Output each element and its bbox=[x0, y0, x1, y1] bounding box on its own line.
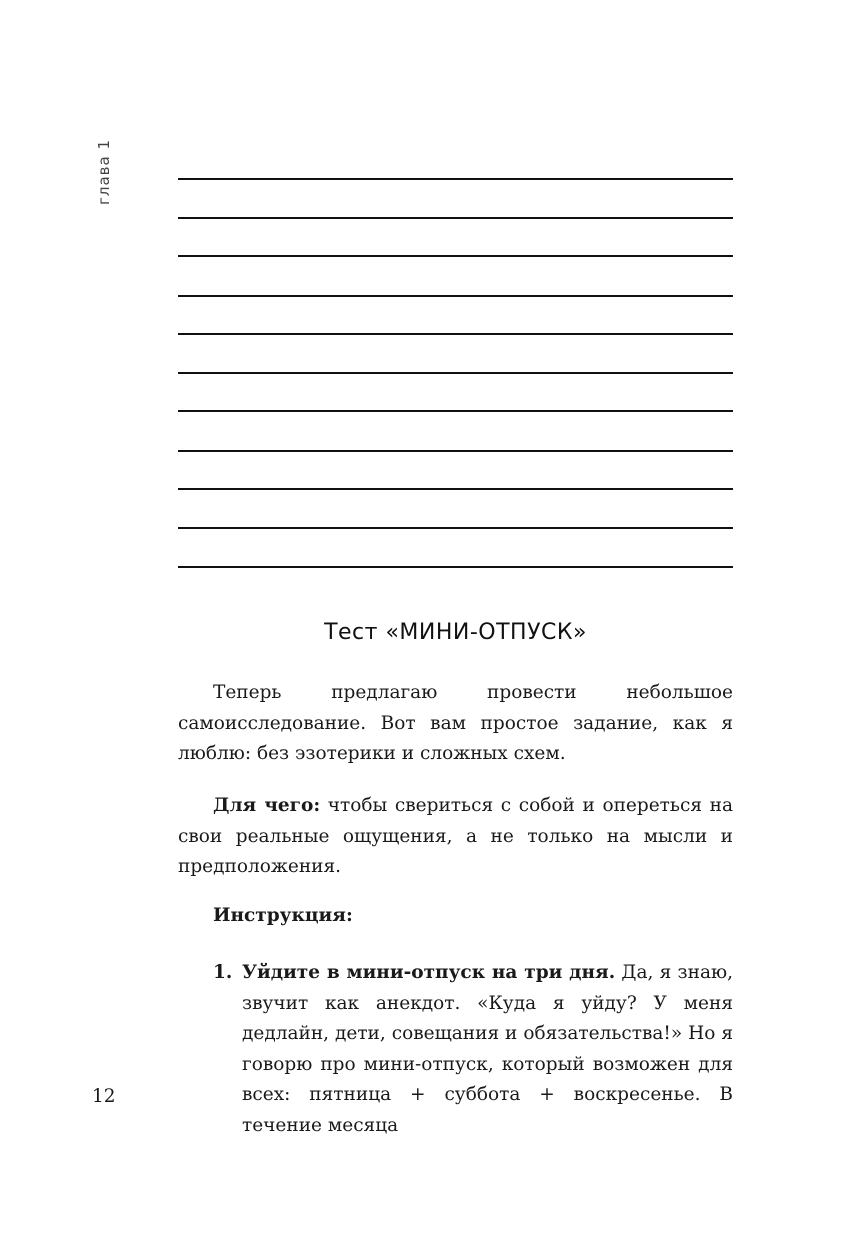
writing-line bbox=[178, 527, 733, 529]
writing-line bbox=[178, 372, 733, 374]
list-item-number: 1. bbox=[213, 962, 233, 983]
purpose-label: Для чего: bbox=[213, 795, 321, 816]
writing-line bbox=[178, 410, 733, 412]
writing-line bbox=[178, 488, 733, 490]
writing-line bbox=[178, 217, 733, 219]
writing-line bbox=[178, 566, 733, 568]
writing-line bbox=[178, 178, 733, 180]
section-title: Тест «МИНИ-ОТПУСК» bbox=[324, 620, 587, 645]
writing-line bbox=[178, 255, 733, 257]
list-item-text: Да, я знаю, звучит как анекдот. «Куда я уйду? У меня дедлайн, дети, совещания и обязательства!» Но я говорю про мини-отпуск, который возможен для всех: пятница + суббота + воскресенье. В течение месяца bbox=[242, 962, 733, 1136]
intro-paragraph: Теперь предлагаю провести небольшое самоисследование. Вот вам простое задание, как я люблю: без эзотерики и сложных схем. bbox=[178, 682, 733, 764]
purpose-paragraph-block bbox=[178, 791, 733, 883]
page-number: 12 bbox=[92, 1086, 116, 1107]
list-item-title: Уйдите в мини-отпуск на три дня. bbox=[242, 962, 616, 983]
list-item bbox=[213, 958, 733, 1141]
list-item-body bbox=[242, 958, 733, 1141]
instruction-label: Инструкция: bbox=[213, 905, 353, 926]
chapter-label-text: глава 1 bbox=[95, 138, 114, 206]
writing-line bbox=[178, 333, 733, 335]
instruction-list bbox=[213, 958, 733, 1141]
purpose-text: чтобы свериться с собой и опереться на свои реальные ощущения, а не только на мысли и предположения. bbox=[178, 795, 733, 877]
writing-line bbox=[178, 450, 733, 452]
intro-paragraph-block bbox=[178, 678, 733, 770]
writing-line bbox=[178, 295, 733, 297]
chapter-label bbox=[92, 132, 116, 212]
purpose-paragraph bbox=[178, 791, 733, 883]
